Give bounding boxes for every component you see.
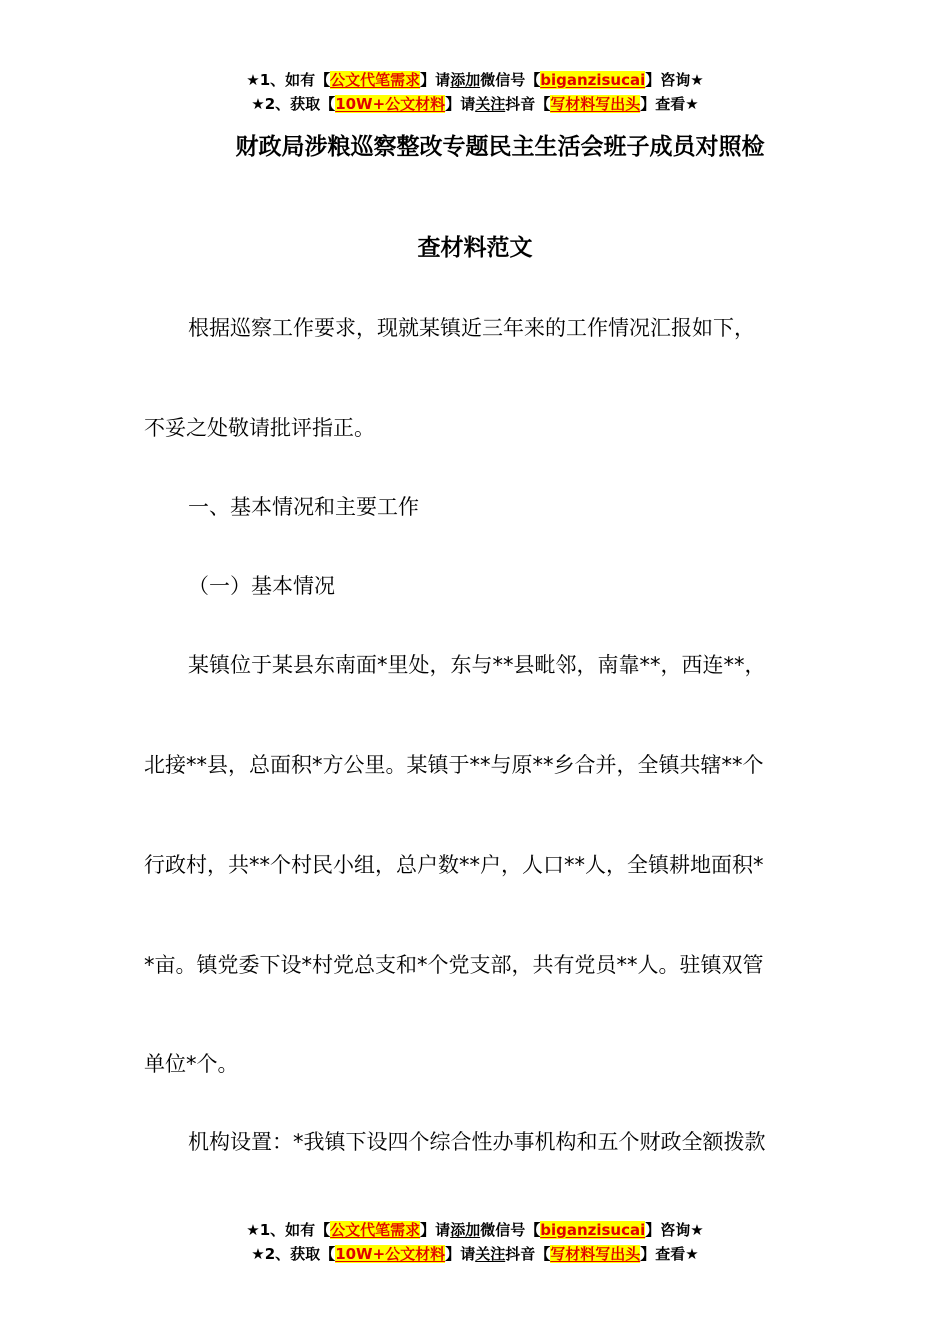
banner-text: 】查看★ [640, 95, 699, 113]
banner-line-1 [0, 1218, 950, 1242]
banner-text: ★2、获取【 [251, 1245, 336, 1263]
banner-text: 微信号【 [480, 71, 541, 89]
banner-line-2 [0, 92, 950, 116]
banner-text: 】请 [420, 1221, 451, 1239]
douyin-id: 写材料写出头 [550, 95, 641, 113]
banner-text: 】咨询★ [645, 1221, 704, 1239]
underlined-follow: 关注 [475, 95, 506, 113]
banner-line-1 [0, 68, 950, 92]
banner-text: 抖音【 [505, 1245, 551, 1263]
douyin-id: 写材料写出头 [550, 1245, 641, 1263]
document-title-line-2: 查材料范文 [417, 235, 533, 261]
bottom-banner [0, 1218, 950, 1266]
paragraph: 单位*个。 [144, 1052, 239, 1076]
banner-text: 】请 [445, 1245, 476, 1263]
banner-text: 】请 [420, 71, 451, 89]
highlight-service: 公文代笔需求 [330, 71, 421, 89]
paragraph: 机构设置：*我镇下设四个综合性办事机构和五个财政全额拨款 [188, 1130, 766, 1154]
banner-text: 】查看★ [640, 1245, 699, 1263]
paragraph: 根据巡察工作要求，现就某镇近三年来的工作情况汇报如下， [188, 316, 755, 340]
banner-text: 抖音【 [505, 95, 551, 113]
banner-line-2 [0, 1242, 950, 1266]
highlight-materials: 10W+公文材料 [335, 1245, 446, 1263]
paragraph: *亩。镇党委下设*村党总支和*个党支部，共有党员**人。驻镇双管 [144, 953, 764, 977]
underlined-follow: 关注 [475, 1245, 506, 1263]
wechat-id: biganzisucai [540, 71, 646, 89]
wechat-id: biganzisucai [540, 1221, 646, 1239]
paragraph: 行政村，共**个村民小组，总户数**户，人口**人，全镇耕地面积* [144, 853, 764, 877]
subsection-heading: （一）基本情况 [188, 574, 335, 598]
section-heading: 一、基本情况和主要工作 [188, 495, 419, 519]
underlined-add: 添加 [450, 1221, 481, 1239]
highlight-service: 公文代笔需求 [330, 1221, 421, 1239]
banner-text: 】咨询★ [645, 71, 704, 89]
underlined-add: 添加 [450, 71, 481, 89]
paragraph: 不妥之处敬请批评指正。 [144, 416, 375, 440]
banner-text: 】请 [445, 95, 476, 113]
top-banner [0, 68, 950, 116]
banner-text: ★1、如有【 [246, 71, 331, 89]
banner-text: 微信号【 [480, 1221, 541, 1239]
paragraph: 某镇位于某县东南面*里处，东与**县毗邻，南靠**，西连**， [188, 653, 766, 677]
document-title-line-1: 财政局涉粮巡察整改专题民主生活会班子成员对照检 [235, 134, 765, 160]
highlight-materials: 10W+公文材料 [335, 95, 446, 113]
banner-text: ★1、如有【 [246, 1221, 331, 1239]
banner-text: ★2、获取【 [251, 95, 336, 113]
paragraph: 北接**县，总面积*方公里。某镇于**与原**乡合并，全镇共辖**个 [144, 753, 764, 777]
